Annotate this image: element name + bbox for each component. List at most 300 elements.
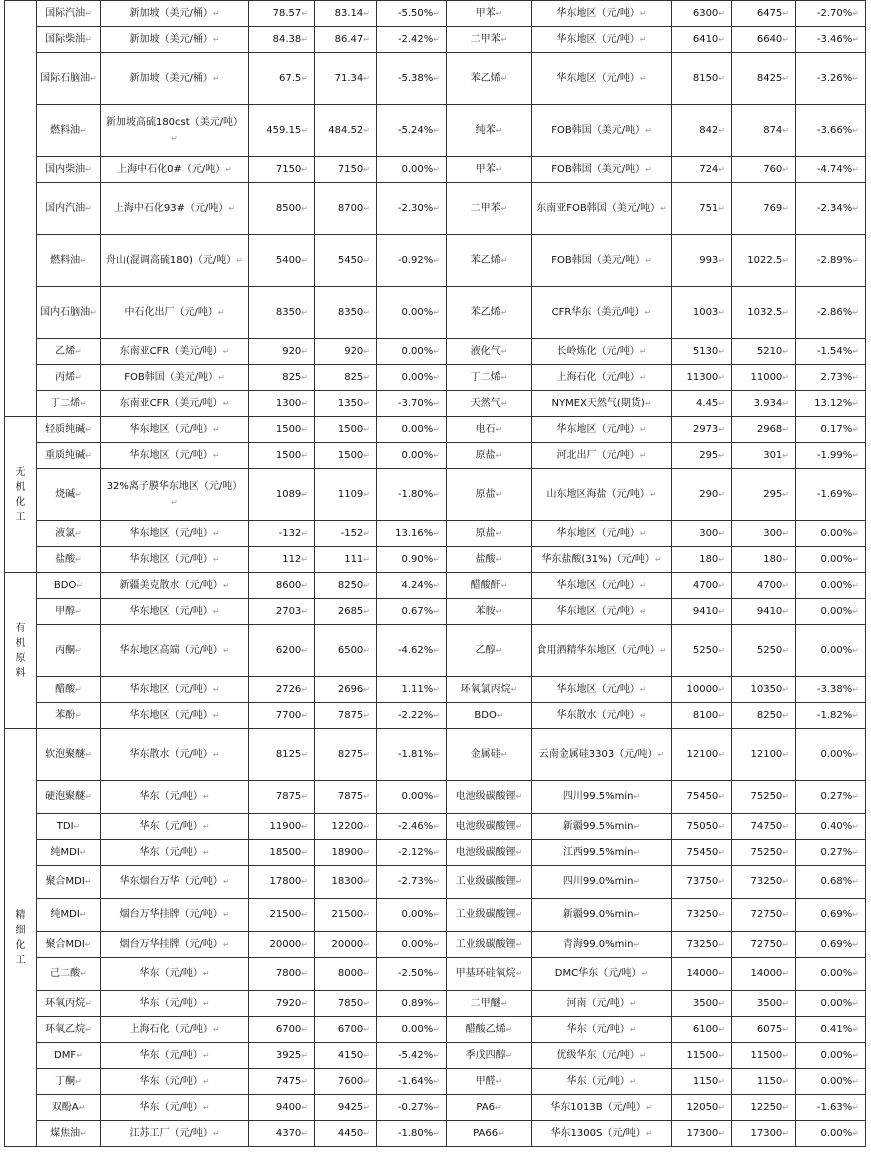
cell-product2 bbox=[447, 781, 532, 814]
paragraph-mark-icon: ↵ bbox=[80, 125, 87, 135]
cell-spec bbox=[101, 365, 249, 391]
cell-text: 11500 bbox=[750, 1049, 783, 1061]
cell-text: 醋酸乙烯 bbox=[465, 1023, 506, 1035]
paragraph-mark-icon: ↵ bbox=[236, 255, 243, 265]
paragraph-mark-icon: ↵ bbox=[782, 792, 789, 801]
paragraph-mark-icon: ↵ bbox=[495, 528, 503, 538]
cell-change bbox=[377, 899, 447, 932]
cell-previous2 bbox=[732, 1, 796, 27]
cell-change2 bbox=[796, 840, 866, 866]
paragraph-mark-icon: ↵ bbox=[363, 450, 370, 460]
paragraph-mark-icon: ↵ bbox=[782, 164, 789, 174]
paragraph-mark-icon: ↵ bbox=[433, 1102, 440, 1112]
paragraph-mark-icon: ↵ bbox=[495, 1076, 503, 1086]
paragraph-mark-icon: ↵ bbox=[433, 8, 440, 18]
cell-change bbox=[377, 1069, 447, 1095]
cell-text: 华东盐酸(31%)（元/吨） bbox=[541, 553, 655, 565]
cell-previous2 bbox=[732, 958, 796, 991]
cell-product2 bbox=[447, 157, 532, 183]
cell-text: 江苏工厂（元/吨） bbox=[129, 1127, 213, 1139]
paragraph-mark-icon: ↵ bbox=[782, 877, 789, 886]
paragraph-mark-icon: ↵ bbox=[782, 1076, 789, 1086]
cell-text: -2.89% bbox=[816, 254, 853, 266]
cell-text: 6300 bbox=[692, 7, 719, 19]
paragraph-mark-icon: ↵ bbox=[629, 998, 637, 1008]
cell-change2 bbox=[796, 1, 866, 27]
cell-text: -1.81% bbox=[397, 748, 434, 760]
cell-text: 食用酒精华东地区（元/吨） bbox=[536, 644, 660, 656]
cell-text: 二甲苯 bbox=[470, 202, 501, 214]
paragraph-mark-icon: ↵ bbox=[782, 528, 789, 538]
paragraph-mark-icon: ↵ bbox=[363, 255, 370, 265]
cell-product2 bbox=[447, 899, 532, 932]
paragraph-mark-icon: ↵ bbox=[433, 1128, 440, 1138]
cell-text: 天然气 bbox=[470, 397, 501, 409]
cell-spec bbox=[101, 991, 249, 1017]
cell-text: 1500 bbox=[337, 423, 364, 435]
cell-change2 bbox=[796, 599, 866, 625]
cell-product bbox=[37, 958, 101, 991]
paragraph-mark-icon: ↵ bbox=[495, 125, 503, 135]
cell-text: -152 bbox=[340, 527, 364, 539]
cell-current2 bbox=[672, 235, 732, 287]
cell-text: 河北出厂（元/吨） bbox=[556, 449, 640, 461]
cell-change2 bbox=[796, 469, 866, 521]
paragraph-mark-icon: ↵ bbox=[433, 710, 440, 720]
cell-text: 7875 bbox=[275, 791, 302, 802]
cell-previous bbox=[315, 1121, 377, 1147]
paragraph-mark-icon: ↵ bbox=[363, 1102, 370, 1112]
cell-previous bbox=[315, 677, 377, 703]
cell-previous bbox=[315, 899, 377, 932]
cell-spec bbox=[101, 547, 249, 573]
price-table bbox=[4, 0, 866, 1147]
cell-product bbox=[37, 27, 101, 53]
cell-current bbox=[249, 814, 315, 840]
cell-text: 华东地区（元/吨） bbox=[129, 449, 213, 461]
paragraph-mark-icon: ↵ bbox=[500, 749, 508, 759]
paragraph-mark-icon: ↵ bbox=[718, 8, 725, 18]
cell-text: 8425 bbox=[756, 72, 783, 84]
cell-current2 bbox=[672, 547, 732, 573]
cell-text: 苯乙烯 bbox=[470, 254, 501, 266]
cell-text: 17800 bbox=[269, 876, 302, 887]
cell-product bbox=[37, 1069, 101, 1095]
cell-current bbox=[249, 1017, 315, 1043]
cell-text: 8150 bbox=[692, 72, 719, 84]
cell-text: 工业级碳酸锂 bbox=[455, 909, 516, 920]
paragraph-mark-icon: ↵ bbox=[494, 1102, 502, 1112]
cell-spec2 bbox=[532, 417, 672, 443]
cell-text: 华东地区（元/吨） bbox=[556, 527, 640, 539]
paragraph-mark-icon: ↵ bbox=[645, 125, 652, 135]
cell-text: 6640 bbox=[756, 33, 783, 45]
cell-previous2 bbox=[732, 703, 796, 729]
paragraph-mark-icon: ↵ bbox=[718, 939, 725, 949]
paragraph-mark-icon: ↵ bbox=[202, 847, 210, 857]
cell-spec2 bbox=[532, 703, 672, 729]
cell-text: 软泡聚醚 bbox=[45, 748, 86, 760]
cell-product bbox=[37, 1, 101, 27]
table-row bbox=[5, 53, 866, 105]
cell-text: 12200 bbox=[331, 820, 364, 832]
cell-text: 11000 bbox=[750, 371, 783, 383]
cell-text: 0.89% bbox=[401, 997, 434, 1009]
paragraph-mark-icon: ↵ bbox=[85, 34, 92, 44]
cell-spec bbox=[101, 235, 249, 287]
cell-text: 12050 bbox=[686, 1101, 719, 1113]
paragraph-mark-icon: ↵ bbox=[782, 606, 789, 616]
cell-previous2 bbox=[732, 840, 796, 866]
cell-spec2 bbox=[532, 991, 672, 1017]
table-row bbox=[5, 521, 866, 547]
cell-text: 纯MDI bbox=[50, 846, 80, 858]
cell-spec bbox=[101, 677, 249, 703]
paragraph-mark-icon: ↵ bbox=[852, 645, 859, 655]
cell-text: 75250 bbox=[750, 791, 783, 802]
paragraph-mark-icon: ↵ bbox=[363, 1050, 370, 1060]
cell-product2 bbox=[447, 469, 532, 521]
category-cell bbox=[5, 729, 37, 1147]
cell-change2 bbox=[796, 781, 866, 814]
cell-text: 聚合MDI bbox=[45, 938, 85, 950]
cell-text: 21500 bbox=[269, 909, 302, 920]
cell-change bbox=[377, 235, 447, 287]
cell-text: FOB韩国（美元/吨） bbox=[124, 371, 219, 383]
cell-text: 1150 bbox=[692, 1075, 719, 1087]
cell-spec bbox=[101, 1043, 249, 1069]
paragraph-mark-icon: ↵ bbox=[495, 164, 503, 174]
cell-spec2 bbox=[532, 105, 672, 157]
cell-text: -132 bbox=[278, 527, 302, 539]
cell-product2 bbox=[447, 105, 532, 157]
paragraph-mark-icon: ↵ bbox=[718, 1050, 725, 1060]
cell-text: 74750 bbox=[750, 820, 783, 832]
cell-previous bbox=[315, 27, 377, 53]
paragraph-mark-icon: ↵ bbox=[433, 847, 440, 857]
paragraph-mark-icon: ↵ bbox=[301, 164, 308, 174]
cell-text: 7150 bbox=[275, 163, 302, 175]
paragraph-mark-icon: ↵ bbox=[301, 1076, 308, 1086]
cell-text: 10350 bbox=[750, 683, 783, 695]
paragraph-mark-icon: ↵ bbox=[782, 580, 789, 590]
cell-text: 1003 bbox=[692, 306, 719, 318]
paragraph-mark-icon: ↵ bbox=[852, 34, 859, 44]
cell-text: 苯胺 bbox=[475, 605, 496, 617]
cell-text: 14000 bbox=[686, 968, 719, 979]
paragraph-mark-icon: ↵ bbox=[433, 1024, 440, 1034]
cell-previous bbox=[315, 573, 377, 599]
table-row bbox=[5, 1, 866, 27]
cell-text: 4700 bbox=[692, 579, 719, 591]
paragraph-mark-icon: ↵ bbox=[363, 164, 370, 174]
cell-text: 东南亚FOB韩国（美元/吨） bbox=[536, 202, 661, 214]
paragraph-mark-icon: ↵ bbox=[363, 307, 370, 317]
paragraph-mark-icon: ↵ bbox=[718, 450, 725, 460]
cell-product bbox=[37, 417, 101, 443]
cell-text: 甲醇 bbox=[55, 605, 76, 617]
cell-spec bbox=[101, 1069, 249, 1095]
cell-text: 华东（元/吨） bbox=[139, 1049, 203, 1061]
cell-text: 112 bbox=[282, 553, 302, 565]
cell-change2 bbox=[796, 899, 866, 932]
paragraph-mark-icon: ↵ bbox=[301, 645, 308, 655]
cell-text: 河南（元/吨） bbox=[566, 997, 630, 1009]
cell-text: 国际柴油 bbox=[45, 33, 86, 45]
cell-previous bbox=[315, 703, 377, 729]
cell-change bbox=[377, 599, 447, 625]
cell-change bbox=[377, 703, 447, 729]
cell-text: 华东（元/吨） bbox=[139, 1075, 203, 1087]
cell-current2 bbox=[672, 443, 732, 469]
paragraph-mark-icon: ↵ bbox=[301, 255, 308, 265]
table-row bbox=[5, 625, 866, 677]
cell-text: -2.86% bbox=[816, 306, 853, 318]
cell-change2 bbox=[796, 932, 866, 958]
cell-current2 bbox=[672, 339, 732, 365]
paragraph-mark-icon: ↵ bbox=[363, 554, 370, 564]
cell-current bbox=[249, 625, 315, 677]
cell-text: 己二酸 bbox=[50, 968, 81, 979]
paragraph-mark-icon: ↵ bbox=[85, 424, 92, 434]
cell-previous bbox=[315, 781, 377, 814]
paragraph-mark-icon: ↵ bbox=[433, 528, 440, 538]
cell-text: 20000 bbox=[331, 938, 364, 950]
cell-spec bbox=[101, 469, 249, 521]
paragraph-mark-icon: ↵ bbox=[433, 645, 440, 655]
cell-spec bbox=[101, 105, 249, 157]
paragraph-mark-icon: ↵ bbox=[500, 998, 508, 1008]
paragraph-mark-icon: ↵ bbox=[782, 255, 789, 265]
paragraph-mark-icon: ↵ bbox=[363, 606, 370, 616]
cell-text: 苯乙烯 bbox=[470, 306, 501, 318]
paragraph-mark-icon: ↵ bbox=[212, 1128, 220, 1138]
paragraph-mark-icon: ↵ bbox=[301, 877, 308, 886]
paragraph-mark-icon: ↵ bbox=[222, 346, 230, 356]
cell-change2 bbox=[796, 391, 866, 417]
cell-text: 华东（元/吨） bbox=[566, 1075, 630, 1087]
paragraph-mark-icon: ↵ bbox=[301, 710, 308, 720]
cell-current bbox=[249, 1121, 315, 1147]
paragraph-mark-icon: ↵ bbox=[85, 203, 92, 213]
cell-text: 0.17% bbox=[820, 423, 853, 435]
cell-change2 bbox=[796, 53, 866, 105]
paragraph-mark-icon: ↵ bbox=[433, 684, 440, 694]
table-row bbox=[5, 1043, 866, 1069]
cell-spec bbox=[101, 157, 249, 183]
cell-current2 bbox=[672, 703, 732, 729]
paragraph-mark-icon: ↵ bbox=[301, 554, 308, 564]
cell-product2 bbox=[447, 625, 532, 677]
cell-previous bbox=[315, 1069, 377, 1095]
cell-text: 73250 bbox=[750, 876, 783, 887]
cell-text: PA6 bbox=[476, 1101, 495, 1113]
cell-text: 上海石化（元/吨） bbox=[556, 371, 640, 383]
paragraph-mark-icon: ↵ bbox=[363, 125, 370, 135]
cell-product bbox=[37, 599, 101, 625]
cell-product2 bbox=[447, 1121, 532, 1147]
paragraph-mark-icon: ↵ bbox=[495, 606, 503, 616]
cell-text: 1300 bbox=[275, 397, 302, 409]
cell-spec bbox=[101, 1095, 249, 1121]
cell-text: 993 bbox=[699, 254, 719, 266]
cell-text: 13.16% bbox=[395, 527, 434, 539]
cell-product bbox=[37, 235, 101, 287]
cell-previous2 bbox=[732, 1017, 796, 1043]
paragraph-mark-icon: ↵ bbox=[782, 749, 789, 759]
cell-change2 bbox=[796, 365, 866, 391]
cell-spec bbox=[101, 781, 249, 814]
table-row bbox=[5, 547, 866, 573]
cell-text: 华东散水（元/吨） bbox=[556, 709, 640, 721]
paragraph-mark-icon: ↵ bbox=[301, 998, 308, 1008]
paragraph-mark-icon: ↵ bbox=[202, 1102, 210, 1112]
paragraph-mark-icon: ↵ bbox=[852, 528, 859, 538]
cell-product bbox=[37, 703, 101, 729]
cell-previous bbox=[315, 235, 377, 287]
cell-current2 bbox=[672, 729, 732, 781]
cell-previous2 bbox=[732, 521, 796, 547]
paragraph-mark-icon: ↵ bbox=[212, 684, 220, 694]
paragraph-mark-icon: ↵ bbox=[654, 554, 662, 564]
cell-text: 180 bbox=[763, 553, 783, 565]
paragraph-mark-icon: ↵ bbox=[75, 528, 82, 538]
cell-text: 84.38 bbox=[272, 33, 302, 45]
cell-change2 bbox=[796, 157, 866, 183]
cell-product2 bbox=[447, 53, 532, 105]
paragraph-mark-icon: ↵ bbox=[75, 606, 82, 616]
cell-current2 bbox=[672, 840, 732, 866]
cell-current bbox=[249, 1069, 315, 1095]
cell-text: 乙醇 bbox=[475, 644, 496, 656]
cell-current bbox=[249, 677, 315, 703]
cell-text: 295 bbox=[699, 449, 719, 461]
paragraph-mark-icon: ↵ bbox=[222, 398, 230, 408]
paragraph-mark-icon: ↵ bbox=[515, 910, 523, 919]
cell-text: 17300 bbox=[750, 1127, 783, 1139]
cell-change bbox=[377, 932, 447, 958]
paragraph-mark-icon: ↵ bbox=[718, 821, 725, 831]
cell-spec bbox=[101, 27, 249, 53]
cell-text: 2726 bbox=[275, 683, 302, 695]
cell-text: 4370 bbox=[275, 1127, 302, 1139]
paragraph-mark-icon: ↵ bbox=[852, 307, 859, 317]
paragraph-mark-icon: ↵ bbox=[85, 8, 92, 18]
paragraph-mark-icon: ↵ bbox=[657, 749, 665, 759]
cell-text: 华东地区（元/吨） bbox=[129, 709, 213, 721]
cell-previous bbox=[315, 365, 377, 391]
cell-text: -3.70% bbox=[397, 397, 434, 409]
paragraph-mark-icon: ↵ bbox=[222, 939, 230, 949]
paragraph-mark-icon: ↵ bbox=[222, 910, 230, 919]
cell-text: 四川99.5%min bbox=[562, 791, 634, 802]
cell-text: 乙烯 bbox=[55, 345, 76, 357]
paragraph-mark-icon: ↵ bbox=[85, 1024, 92, 1034]
cell-text: 295 bbox=[763, 488, 783, 500]
cell-text: 2685 bbox=[337, 605, 364, 617]
cell-product2 bbox=[447, 183, 532, 235]
cell-spec2 bbox=[532, 1, 672, 27]
cell-text: -2.12% bbox=[397, 846, 434, 858]
paragraph-mark-icon: ↵ bbox=[75, 684, 82, 694]
paragraph-mark-icon: ↵ bbox=[515, 877, 523, 886]
cell-previous bbox=[315, 339, 377, 365]
cell-product2 bbox=[447, 391, 532, 417]
cell-change2 bbox=[796, 547, 866, 573]
cell-previous2 bbox=[732, 781, 796, 814]
cell-text: -1.54% bbox=[816, 345, 853, 357]
cell-text: 国内汽油 bbox=[45, 202, 86, 214]
cell-text: 0.00% bbox=[401, 345, 434, 357]
cell-spec2 bbox=[532, 1095, 672, 1121]
paragraph-mark-icon: ↵ bbox=[852, 554, 859, 564]
paragraph-mark-icon: ↵ bbox=[782, 73, 789, 83]
cell-current2 bbox=[672, 958, 732, 991]
cell-text: 液化气 bbox=[470, 345, 501, 357]
cell-text: 甲基环硅氧烷 bbox=[455, 968, 516, 979]
paragraph-mark-icon: ↵ bbox=[202, 969, 210, 978]
cell-text: -1.99% bbox=[816, 449, 853, 461]
cell-text: 17300 bbox=[686, 1127, 719, 1139]
cell-product2 bbox=[447, 1043, 532, 1069]
cell-product bbox=[37, 443, 101, 469]
cell-spec2 bbox=[532, 183, 672, 235]
cell-previous bbox=[315, 287, 377, 339]
table-row bbox=[5, 573, 866, 599]
cell-text: 111 bbox=[344, 553, 364, 565]
paragraph-mark-icon: ↵ bbox=[301, 1050, 308, 1060]
paragraph-mark-icon: ↵ bbox=[718, 203, 725, 213]
cell-spec2 bbox=[532, 729, 672, 781]
cell-previous2 bbox=[732, 932, 796, 958]
cell-previous2 bbox=[732, 899, 796, 932]
paragraph-mark-icon: ↵ bbox=[500, 346, 508, 356]
cell-change2 bbox=[796, 235, 866, 287]
paragraph-mark-icon: ↵ bbox=[629, 1024, 637, 1034]
cell-spec bbox=[101, 1017, 249, 1043]
paragraph-mark-icon: ↵ bbox=[852, 125, 859, 135]
cell-text: 纯MDI bbox=[50, 909, 80, 920]
cell-product bbox=[37, 105, 101, 157]
paragraph-mark-icon: ↵ bbox=[84, 877, 92, 886]
cell-change2 bbox=[796, 417, 866, 443]
cell-text: 轻质纯碱 bbox=[45, 423, 86, 435]
table-row bbox=[5, 339, 866, 365]
cell-text: 72750 bbox=[750, 909, 783, 920]
cell-text: 760 bbox=[763, 163, 783, 175]
cell-spec2 bbox=[532, 469, 672, 521]
paragraph-mark-icon: ↵ bbox=[782, 1050, 789, 1060]
cell-text: -1.80% bbox=[397, 488, 434, 500]
paragraph-mark-icon: ↵ bbox=[85, 749, 92, 759]
cell-product2 bbox=[447, 417, 532, 443]
cell-spec2 bbox=[532, 339, 672, 365]
cell-current bbox=[249, 991, 315, 1017]
paragraph-mark-icon: ↵ bbox=[505, 1050, 513, 1060]
paragraph-mark-icon: ↵ bbox=[212, 554, 220, 564]
paragraph-mark-icon: ↵ bbox=[782, 1102, 789, 1112]
cell-text: 2703 bbox=[275, 605, 302, 617]
paragraph-mark-icon: ↵ bbox=[90, 307, 97, 317]
paragraph-mark-icon: ↵ bbox=[85, 998, 92, 1008]
paragraph-mark-icon: ↵ bbox=[718, 164, 725, 174]
cell-product2 bbox=[447, 27, 532, 53]
cell-text: 舟山(混调高硫180)（元/吨） bbox=[106, 254, 237, 266]
paragraph-mark-icon: ↵ bbox=[649, 489, 657, 499]
cell-spec2 bbox=[532, 157, 672, 183]
cell-previous2 bbox=[732, 183, 796, 235]
cell-spec bbox=[101, 899, 249, 932]
